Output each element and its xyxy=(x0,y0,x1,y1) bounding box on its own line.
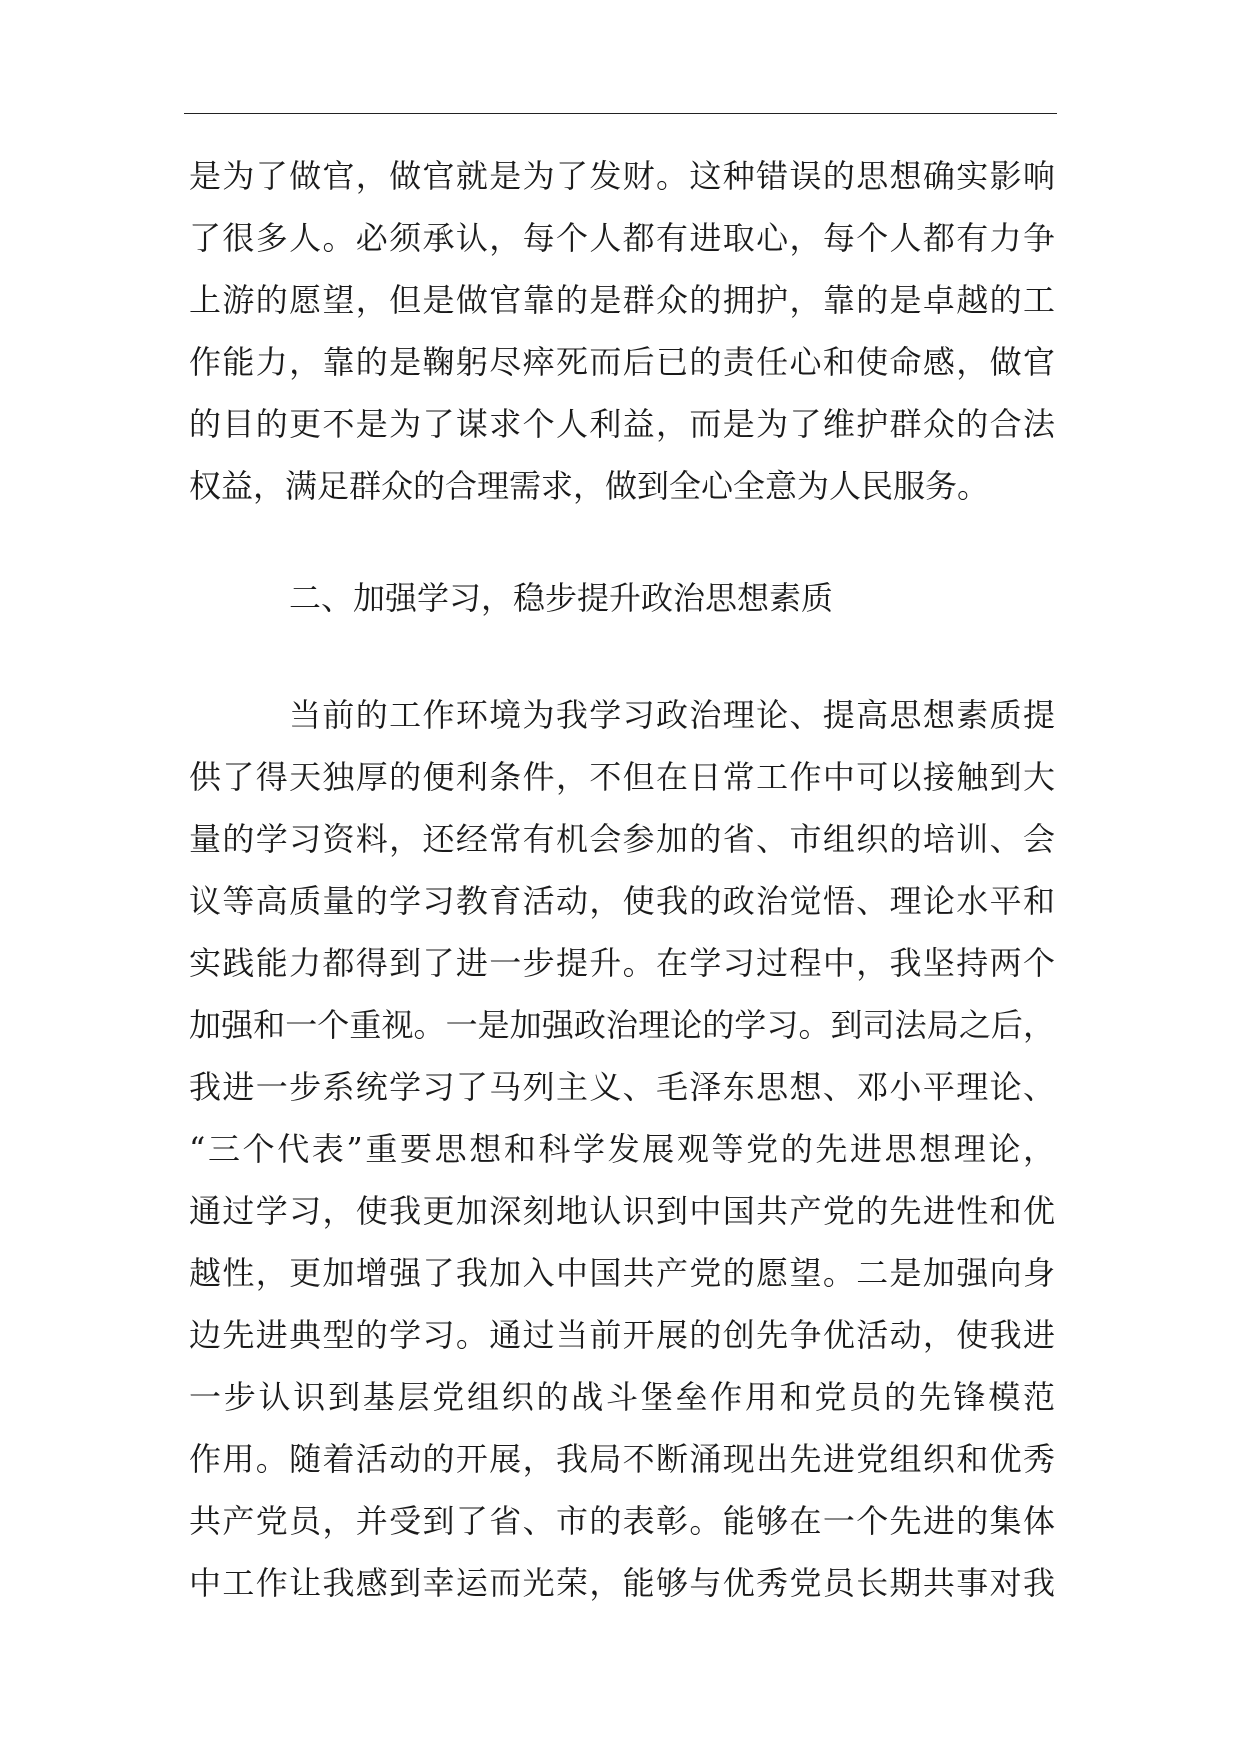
paragraph-line: 上游的愿望，但是做官靠的是群众的拥护，靠的是卓越的工 xyxy=(189,281,1055,319)
paragraph-line: 作用。随着活动的开展，我局不断涌现出先进党组织和优秀 xyxy=(189,1440,1055,1478)
paragraph-line: 边先进典型的学习。通过当前开展的创先争优活动，使我进 xyxy=(189,1316,1055,1354)
paragraph-line: 加强和一个重视。一是加强政治理论的学习。到司法局之后， xyxy=(189,1006,1055,1044)
section-heading: 二、加强学习，稳步提升政治思想素质 xyxy=(289,579,834,617)
paragraph-line: 作能力，靠的是鞠躬尽瘁死而后已的责任心和使命感，做官 xyxy=(189,343,1055,381)
paragraph-line: 一步认识到基层党组织的战斗堡垒作用和党员的先锋模范 xyxy=(189,1378,1055,1416)
paragraph-line: 量的学习资料，还经常有机会参加的省、市组织的培训、会 xyxy=(189,820,1055,858)
paragraph-line: 了很多人。必须承认，每个人都有进取心，每个人都有力争 xyxy=(189,219,1055,257)
paragraph-line: “三个代表”重要思想和科学发展观等党的先进思想理论， xyxy=(189,1130,1055,1168)
paragraph-line: 议等高质量的学习教育活动，使我的政治觉悟、理论水平和 xyxy=(189,882,1055,920)
paragraph-line: 中工作让我感到幸运而光荣，能够与优秀党员长期共事对我 xyxy=(189,1564,1055,1602)
paragraph-line: 当前的工作环境为我学习政治理论、提高思想素质提 xyxy=(289,696,1055,734)
paragraph-line: 实践能力都得到了进一步提升。在学习过程中，我坚持两个 xyxy=(189,944,1055,982)
paragraph-line: 通过学习，使我更加深刻地认识到中国共产党的先进性和优 xyxy=(189,1192,1055,1230)
header-rule xyxy=(184,113,1057,114)
paragraph-line: 的目的更不是为了谋求个人利益，而是为了维护群众的合法 xyxy=(189,405,1055,443)
paragraph-line: 共产党员，并受到了省、市的表彰。能够在一个先进的集体 xyxy=(189,1502,1055,1540)
paragraph-line: 权益，满足群众的合理需求，做到全心全意为人民服务。 xyxy=(189,467,990,505)
paragraph-line: 我进一步系统学习了马列主义、毛泽东思想、邓小平理论、 xyxy=(189,1068,1055,1106)
paragraph-line: 越性，更加增强了我加入中国共产党的愿望。二是加强向身 xyxy=(189,1254,1055,1292)
paragraph-line: 供了得天独厚的便利条件，不但在日常工作中可以接触到大 xyxy=(189,758,1055,796)
paragraph-line: 是为了做官，做官就是为了发财。这种错误的思想确实影响 xyxy=(189,157,1055,195)
